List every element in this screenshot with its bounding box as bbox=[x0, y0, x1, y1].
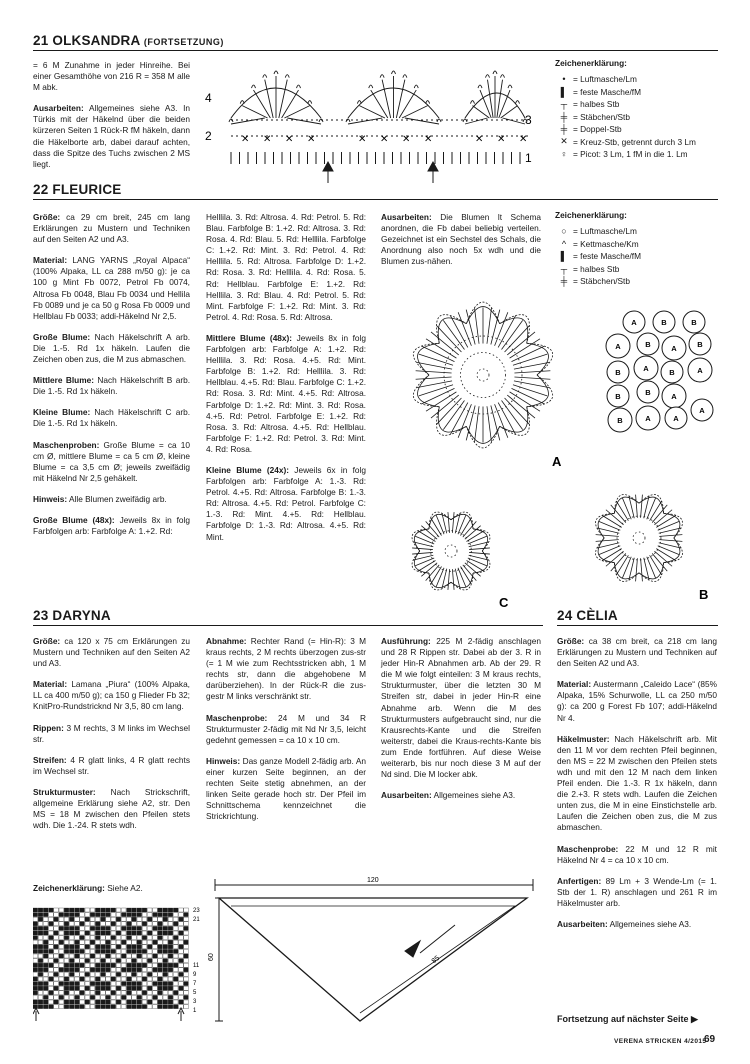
olksandra-legend: Zeichenerklärung: • = Luftmasche/Lm ▌ = feste Masche/fM ┬ = halbes Stb ╪ = Stäbchen/Stb ╪ = Doppel-Stb ✕ = Kreuz-Stb, getrennt durch 3 Lm ♀ = Picot: 3 Lm, 1 fM in die 1. Lm bbox=[555, 58, 725, 161]
arrow-up-icon bbox=[33, 1008, 39, 1021]
magazine-footer: VERENA STRICKEN 4/2015 bbox=[614, 1038, 707, 1045]
chart-row-label: 7 bbox=[193, 981, 197, 987]
paragraph: Kleine Blume: Nach Häkelschrift C arb. Die 1.-5. Rd 1x häkeln. bbox=[33, 407, 190, 429]
section-rule bbox=[557, 625, 718, 626]
stitch-symbol-icon: ╪ bbox=[560, 124, 568, 135]
chart-row-label: 11 bbox=[193, 963, 200, 969]
paragraph: Größe: ca 29 cm breit, 245 cm lang Erklärungen zu Mustern und Techniken auf den Seiten A2 und A3. bbox=[33, 212, 190, 245]
chart-row-label: 1 bbox=[193, 1008, 197, 1014]
paragraph: Mittlere Blume: Nach Häkelschrift B arb. Die 1.-5. Rd 1x häkeln. bbox=[33, 375, 190, 397]
svg-text:✕: ✕ bbox=[263, 134, 272, 145]
svg-text:B: B bbox=[691, 318, 697, 327]
svg-text:A: A bbox=[697, 366, 703, 375]
svg-text:A: A bbox=[671, 392, 677, 401]
schema-flower bbox=[688, 358, 712, 382]
stitch-symbol-icon: ╪ bbox=[560, 276, 568, 287]
stitch-symbol-icon: ○ bbox=[561, 226, 567, 237]
legend-row: ^ = Kettmasche/Km bbox=[555, 238, 725, 251]
schema-flower bbox=[623, 311, 645, 333]
schema-flower bbox=[636, 406, 660, 430]
svg-text:B: B bbox=[697, 340, 703, 349]
svg-text:B: B bbox=[617, 416, 623, 425]
stitch-symbol-icon: ▌ bbox=[560, 86, 568, 97]
paragraph: Abnahme: Rechter Rand (= Hin-R): 3 M kraus rechts, 2 M rechts überzogen zus-str (= 1 M wie zum Rechtsstricken abh, 1 M rechts str, dann die abgehobene M darüberziehen). In der Rück-R die zus-gestr M links verschränkt str. bbox=[206, 636, 366, 702]
daryna-column-2 bbox=[206, 636, 366, 832]
svg-text:✕: ✕ bbox=[402, 134, 411, 145]
svg-text:A: A bbox=[631, 318, 637, 327]
svg-text:✕: ✕ bbox=[358, 134, 367, 145]
svg-text:B: B bbox=[645, 340, 651, 349]
svg-text:A: A bbox=[643, 364, 649, 373]
celia-column bbox=[557, 636, 717, 940]
paragraph: Rippen: 3 M rechts, 3 M links im Wechsel str. bbox=[33, 722, 190, 744]
schema-flower bbox=[607, 385, 629, 407]
section-title-celia: 24 CÈLIA bbox=[557, 608, 618, 623]
daryna-shape-schema bbox=[205, 863, 545, 1033]
continue-link[interactable]: Fortsetzung auf nächster Seite ▶ bbox=[557, 1014, 698, 1024]
schema-flower bbox=[665, 407, 687, 429]
section-rule bbox=[33, 199, 718, 200]
paragraph: Hinweis: Alle Blumen zweifädig arb. bbox=[33, 493, 167, 504]
chart-row-label: 5 bbox=[193, 990, 197, 996]
schema-flower bbox=[607, 361, 629, 383]
dimension-label: 85 bbox=[430, 954, 442, 966]
schema-flower bbox=[608, 408, 632, 432]
arrow-up-icon bbox=[428, 162, 438, 183]
chart-row-label: 3 bbox=[193, 999, 197, 1005]
paragraph: Streifen: 4 R glatt links, 4 R glatt rechts im Wechsel str. bbox=[33, 754, 190, 776]
dimension-label: 60 bbox=[208, 953, 215, 961]
daryna-column-1 bbox=[33, 636, 190, 841]
chart-row-label: 2 bbox=[205, 129, 212, 143]
flower-diagram-c bbox=[393, 495, 518, 610]
svg-text:A: A bbox=[673, 414, 679, 423]
fleurice-legend: Zeichenerklärung: ○ = Luftmasche/Lm ^ = Kettmasche/Km ▌ = feste Masche/fM ┬ = halbes Stb ╪ = Stäbchen/Stb bbox=[555, 210, 725, 288]
stitch-symbol-icon: • bbox=[562, 74, 566, 85]
stitch-symbol-icon: ^ bbox=[561, 238, 567, 249]
paragraph: Hinweis: Das ganze Modell 2-fädig arb. An einer kurzen Seite beginnen, an der rechten Seite stetig abnehmen, an der linken Seite gerade hoch str. Der Pfeil im Schnittschema kennzeichnet die Strickrichtung. bbox=[206, 755, 366, 822]
legend-row: ♀ = Picot: 3 Lm, 1 fM in die 1. Lm bbox=[555, 148, 725, 161]
paragraph: Große Blume: Nach Häkelschrift A arb. Die 1.-5. Rd 1x häkeln. Laufen die Zeichen oben zus, die M zus abmaschen. bbox=[33, 331, 190, 365]
daryna-column-3 bbox=[381, 636, 541, 811]
schema-flower bbox=[606, 334, 630, 358]
paragraph: Material: Lamana „Piura“ (100% Alpaka, LL ca 400 m/50 g); ca 150 g Flieder Fb 32; KnitPro-Rundstricknd Nr 3,5, 80 cm lang. bbox=[33, 679, 190, 712]
page-number: 69 bbox=[704, 1034, 716, 1045]
svg-text:✕: ✕ bbox=[424, 134, 433, 145]
dimension-label: 120 bbox=[367, 877, 379, 884]
paragraph: Maschenproben: Große Blume = ca 10 cm Ø, mittlere Blume = ca 5 cm Ø, kleine Blume = ca 3,5 cm Ø; jeweils zweifädig mit Häkelnd Nr 2,5 gehäkelt. bbox=[33, 439, 190, 483]
legend-row: ┬ = halbes Stb bbox=[555, 263, 725, 276]
fleurice-column-2: Helllila. 3. Rd: Altrosa. 4. Rd: Petrol. 5. Rd: Blau. Farbfolge B: 1.+2. Rd: Altrosa. 3. Rd: Rosa. 4. Rd: Blau. 5. Rd: Helllila. Farbfolge C: 1.+2. Rd: Mint. 3. Rd: Petrol. 4. Rd: Helllila. 5. Rd: Altrosa. Farbfolge D: 1.+2. Rd: Rosa. 3. Rd: Helllila. 4. Rd: Rosa. 5. Rd: Hellblau. Farbfolge E: 1.+2. Rd: Helllila. 3. Rd: Blau. 4. Rd: Petrol. 5. Rd: Mint. Farbfolge F: 1.+2. Rd: Mint. 3. Rd: Petrol. 4. Rd: Rosa. 5. Rd: Altrosa. Mittlere Blume (48x): Jeweils 8x in folg Farbfolgen arb: Farbfolge A: 1.+2. Rd: Helllila. 3. Rd: Rosa. 4.+5. Rd: Mint. Farbfolge B: 1.+2. Rd: Helllila. 3. Rd: Hellblau. 4.+5. Rd: Blau. Farbfolge C: 1.+2. Rd: Rosa. 3. Rd: Mint. 4.+5. Rd: Altrosa. Farbfolge D: 1.+2. Rd: Mint. 3. Rd: Rosa. 4.+5. Rd: Petrol. Farbfolge E: 1.+2. Rd: Rosa. 3. Rd: Altrosa. 4.+5. Rd: Hellblau. Farbfolge F: 1.+2. Rd: Petrol. 3. Rd: Mint. 4. Rd: Rosa. Kleine Blume (24x): Jeweils 6x in folg Farbfolgen arb: Farbfolge A: 1.-3. Rd: Petrol. 4.+5. Rd: Altrosa. Farbfolge B: 1.-3. Rd: Altrosa. 4.+5. Rd: Petrol. Farbfolge C: 1.-3. Rd: Mint. 4.+5. Rd: Hellblau. Farbfolge D: 1.-3. Rd: Altrosa. 4.+5. Rd: Mint. bbox=[206, 212, 367, 542]
schema-flower bbox=[637, 333, 659, 355]
paragraph: Ausarbeiten: Allgemeines siehe A3. bbox=[381, 790, 516, 801]
legend-row: ▌ = feste Masche/fM bbox=[555, 86, 725, 99]
legend-row: • = Luftmasche/Lm bbox=[555, 73, 725, 86]
svg-text:✕: ✕ bbox=[475, 134, 484, 145]
svg-text:A: A bbox=[615, 342, 621, 351]
svg-text:B: B bbox=[669, 368, 675, 377]
svg-text:✕: ✕ bbox=[241, 134, 250, 145]
flower-arrangement-schema bbox=[596, 310, 720, 460]
schema-flower bbox=[691, 399, 713, 421]
chart-row-label: 9 bbox=[193, 972, 197, 978]
svg-text:✕: ✕ bbox=[519, 134, 528, 145]
fleurice-column-1 bbox=[33, 212, 190, 547]
section-rule bbox=[33, 625, 543, 626]
flower-diagram-b bbox=[567, 478, 717, 603]
legend-row: ╪ = Stäbchen/Stb bbox=[555, 275, 725, 288]
paragraph: Ausführung: 225 M 2-fädig anschlagen und 28 R Rippen str. Dabei ab der 3. R in jeder Hin-R Abnahmen arb. Ab der 29. R die M wie folgt einteilen: 3 M kraus rechts, Strukturmuster, über die letzten 30 M Streifen str, dabei in jeder Hin-R eine Abnahme arb. Wenn die M des Strukturmusters aufgebraucht sind, nur die Krausrechts-Kante und die Streifen weiterstr, dabei die Kraus-rechts-Kante bis zum Ende fortführen. Auf diese Weise weiterarb, bis nur noch diese 3 M auf der Nd sind. Die M locker abk. bbox=[381, 636, 541, 780]
legend-row: ✕ = Kreuz-Stb, getrennt durch 3 Lm bbox=[555, 136, 725, 149]
schema-flower bbox=[689, 333, 711, 355]
paragraph: Maschenprobe: 24 M und 34 R Strukturmuster 2-fädig mit Nd Nr 3,5, leicht gedehnt gemessen = ca 10 x 10 cm. bbox=[206, 712, 366, 745]
paragraph: Material: LANG YARNS „Royal Alpaca“ (100% Alpaka, LL ca 288 m/50 g): je ca 100 g Mint Fb 0072, Petrol Fb 0074, Altrosa Fb 0048, Blau Fb 0034 und Hellila Fb 0089 und je ca 50 g Rosa Fb 0009 und Hellblau Fb 0033; addi-Häkelnd Nr 2,5. bbox=[33, 255, 190, 321]
schema-flower bbox=[637, 381, 659, 403]
stitch-symbol-icon: ♀ bbox=[560, 149, 568, 160]
svg-text:B: B bbox=[615, 368, 621, 377]
schema-flower bbox=[662, 336, 686, 360]
diagram-label: A bbox=[552, 454, 562, 469]
paragraph: Material: Austermann „Caleido Lace“ (85% Alpaka, 15% Schurwolle, LL ca 250 m/50 g): ca 200 g Forest Fb 107; addi-Häkelnd Nr 4. bbox=[557, 679, 717, 723]
section-title-fleurice: 22 FLEURICE bbox=[33, 182, 122, 197]
daryna-legend-note: Zeichenerklärung: Siehe A2. bbox=[33, 883, 143, 893]
fleurice-column-3: Ausarbeiten: Die Blumen lt Schema anordnen, die Fb dabei beliebig verteilen. Gezeichnet ist ein Sechstel des Schals, die Anordnung also noch 5x wdh und die Blumen zus-nähen. bbox=[381, 212, 541, 267]
paragraph: Ausarbeiten: Allgemeines siehe A3. bbox=[557, 918, 692, 929]
svg-text:B: B bbox=[615, 392, 621, 401]
legend-row: ┬ = halbes Stb bbox=[555, 98, 725, 111]
svg-text:✕: ✕ bbox=[380, 134, 389, 145]
section-title-daryna: 23 DARYNA bbox=[33, 608, 111, 623]
legend-row: ○ = Luftmasche/Lm bbox=[555, 225, 725, 238]
paragraph: Große Blume (48x): Jeweils 8x in folg Farbfolgen arb: Farbfolge A: 1.+2. Rd: bbox=[33, 514, 190, 537]
olksandra-text: = 6 M Zunahme in jeder Hinreihe. Bei einer Gesamthöhe von 216 R = 358 M alle M abk. Ausarbeiten: Allgemeines siehe A3. In Türkis mit der Häkelnd über die beiden kürzeren Seiten 1 Rück-R fM häkeln, dann die Häkelborte arb, dabei darauf achten, dass die Spitze des Tuchs zwischen 2 MS liegt. bbox=[33, 60, 190, 169]
diagram-label: C bbox=[499, 595, 509, 610]
flower-diagram-a bbox=[388, 280, 588, 480]
olksandra-border-chart bbox=[203, 58, 548, 188]
stitch-symbol-icon: ✕ bbox=[560, 136, 568, 147]
stitch-symbol-icon: ┬ bbox=[560, 99, 568, 110]
svg-text:B: B bbox=[645, 388, 651, 397]
chart-row-label: 4 bbox=[205, 91, 212, 105]
svg-text:A: A bbox=[699, 406, 705, 415]
svg-text:B: B bbox=[661, 318, 667, 327]
paragraph: Größe: ca 38 cm breit, ca 218 cm lang Erklärungen zu Mustern und Techniken auf den Seiten A2 und A3. bbox=[557, 636, 717, 669]
stitch-symbol-icon: ╪ bbox=[560, 111, 568, 122]
chart-row-label: 3 bbox=[525, 113, 532, 127]
svg-text:✕: ✕ bbox=[307, 134, 316, 145]
schema-flower bbox=[683, 311, 705, 333]
svg-text:A: A bbox=[645, 414, 651, 423]
paragraph: Strukturmuster: Nach Strickschrift, allgemeine Erklärung siehe A2, str. Den MS = 18 M zwischen den Pfeilen stets wdh. Die 1.-24. R stets wdh. bbox=[33, 786, 190, 831]
paragraph: Größe: ca 120 x 75 cm Erklärungen zu Mustern und Techniken auf den Seiten A2 und A3. bbox=[33, 636, 190, 669]
arrow-up-icon bbox=[323, 162, 333, 183]
arrow-up-icon bbox=[178, 1008, 184, 1021]
chart-row-label: 1 bbox=[525, 151, 532, 165]
stitch-symbol-icon: ┬ bbox=[560, 263, 568, 274]
diagram-label: B bbox=[699, 587, 709, 602]
paragraph: Maschenprobe: 22 M und 12 R mit Häkelnd Nr 4 = ca 10 x 10 cm. bbox=[557, 843, 717, 865]
svg-text:✕: ✕ bbox=[497, 134, 506, 145]
chart-row-label: 23 bbox=[193, 908, 200, 914]
schema-flower bbox=[662, 384, 686, 408]
legend-row: ▌ = feste Masche/fM bbox=[555, 250, 725, 263]
section-title-olksandra: 21 OLKSANDRA (FORTSETZUNG) bbox=[33, 33, 224, 48]
legend-row: ╪ = Stäbchen/Stb bbox=[555, 111, 725, 124]
schema-flower bbox=[661, 361, 683, 383]
chart-row-label: 21 bbox=[193, 917, 200, 923]
paragraph: Häkelmuster: Nach Häkelschrift arb. Mit den 11 M vor dem rechten Pfeil beginnen, den MS = 22 M zwischen den Pfeilen stets wdh und mit den 12 M nach dem linken Pfeil enden. Die 1.-3. R 1x häkeln, dann die 2.+3. R stets wdh. Laufen die Zeichen unten zus, die M in eine Einstichstelle arb. Laufen die Zeichen oben zus, die M zus abmaschen. bbox=[557, 733, 717, 833]
legend-row: ╪ = Doppel-Stb bbox=[555, 123, 725, 136]
daryna-knitting-chart bbox=[33, 903, 213, 1023]
paragraph: Anfertigen: 89 Lm + 3 Wende-Lm (= 1. Stb der 1. R) anschlagen und 261 R im Häkelmuster arb. bbox=[557, 875, 717, 908]
schema-flower bbox=[634, 356, 658, 380]
schema-flower bbox=[653, 311, 675, 333]
svg-text:✕: ✕ bbox=[285, 134, 294, 145]
svg-text:A: A bbox=[671, 344, 677, 353]
stitch-symbol-icon: ▌ bbox=[560, 251, 568, 262]
section-rule bbox=[33, 50, 718, 51]
